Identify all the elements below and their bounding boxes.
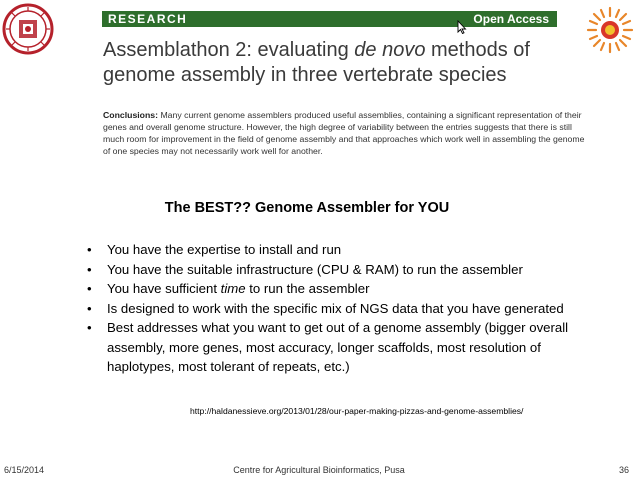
source-url[interactable]: http://haldanessieve.org/2013/01/28/our-paper-making-pizzas-and-genome-assemblies/ (190, 406, 524, 416)
bullet-text: Is designed to work with the specific mix of NGS data that you have generated (107, 300, 564, 316)
journal-banner (102, 11, 557, 27)
slide-heading (0, 200, 638, 216)
slide-heading-text: The BEST?? Genome Assembler for YOU (164, 200, 450, 216)
bullet-text: You have the expertise to install and run (107, 242, 342, 257)
banner-open-access-label: Open Access (473, 12, 549, 26)
paper-title-part2: methods of genome assembly in three vertebrate species (103, 39, 530, 86)
conclusions-text: Many current genome assemblers produced useful assemblies, containing a significant representation of their genes and overall genome structure. However, the high degree of variability between the entries suggests that there is still much room for improvement in the field of genome assembly and that approaches which work well in assembling the genome of one species may not necessarily work well for another. (103, 110, 585, 156)
paper-title-italic: de novo (354, 39, 426, 61)
list-item (87, 299, 587, 319)
footer-institution: Centre for Agricultural Bioinformatics, Pusa (233, 465, 405, 475)
paper-title-part1: Assemblathon 2: evaluating (103, 39, 355, 61)
paper-title (103, 38, 583, 88)
paper-conclusions (103, 109, 588, 157)
bullet-text-italic: time (220, 281, 246, 296)
footer-date: 6/15/2014 (4, 465, 45, 475)
conclusions-label: Conclusions: (103, 110, 159, 120)
bullet-text: You have the suitable infrastructure (CPU & RAM) to run the assembler (107, 261, 523, 277)
footer-page-number: 36 (618, 465, 629, 475)
list-item (87, 260, 587, 280)
banner-research-label: RESEARCH (108, 12, 188, 26)
mouse-pointer-icon (457, 20, 467, 34)
university-seal-icon (2, 2, 54, 56)
bullet-text-pre: You have sufficient (107, 281, 221, 296)
list-item (87, 318, 587, 377)
bullet-text-post: to run the assembler (245, 281, 370, 296)
sun-emblem-icon (586, 6, 634, 54)
bullet-list (87, 240, 587, 377)
list-item (87, 279, 587, 299)
footer-center (0, 465, 638, 475)
list-item (87, 240, 587, 260)
bullet-text: Best addresses what you want to get out of a genome assembly (bigger overall assembly, more genes, most accuracy, longer scaffolds, most resolution of haplotypes, most tolerant of repeats, etc.) (107, 320, 569, 374)
